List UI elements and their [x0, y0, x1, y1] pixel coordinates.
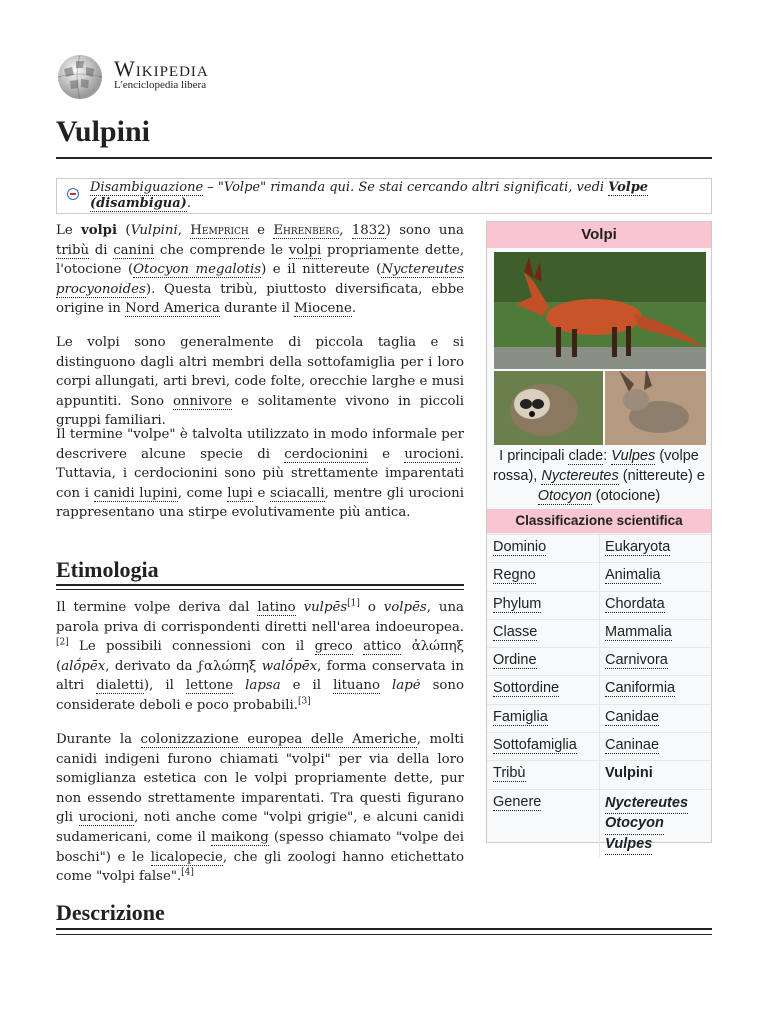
text-run: volpēs — [383, 600, 427, 615]
text-run: ἀλώπηξ ( — [56, 639, 464, 674]
disambiguation-hatnote: Disambiguazione – "Volpe" rimanda qui. Se stai cercando altri significati, vedi Volpe (disambigua). — [56, 178, 712, 214]
text-run: (nittereute) e — [618, 468, 705, 484]
taxon-link[interactable]: Caninae — [605, 737, 660, 754]
citation-ref[interactable]: [3] — [297, 696, 311, 707]
citation-ref[interactable]: [2] — [56, 637, 69, 648]
text-run: ) e il nittereute ( — [261, 262, 382, 278]
text-run: e solitamente vivono in piccoli gruppi familiari. — [56, 393, 465, 429]
disambiguation-icon — [67, 188, 79, 200]
taxonomy-row — [487, 675, 711, 703]
text-run: (spesso chiamato "volpe dei boschi") e le — [56, 829, 464, 865]
text-run: ). Questa tribù, piuttosto diversificata, ebbe origine in — [56, 281, 464, 317]
etimologia-paragraph-2 — [56, 730, 464, 887]
scientific-classification-header: Classificazione scientifica — [487, 509, 711, 533]
inline-link[interactable]: volpi — [288, 242, 322, 258]
text-run: volpi — [81, 223, 118, 238]
text-run: e — [252, 485, 271, 501]
rank-link[interactable]: Classe — [493, 623, 538, 640]
rank-link[interactable]: Genere — [493, 793, 542, 810]
taxonomy-row-genere — [487, 789, 711, 857]
text-run: walṓpēx — [261, 658, 318, 674]
text-run: propriamente dette, l'otocione ( — [56, 242, 465, 278]
text-run — [353, 639, 363, 654]
rank-link[interactable]: Phylum — [493, 595, 542, 612]
taxon-link[interactable]: Caniformia — [605, 680, 676, 697]
text-run: , che gli zoologi hanno etichettato come "volpi false". — [56, 849, 464, 885]
text-run: durante il — [219, 301, 295, 317]
text-run: , come — [177, 485, 228, 501]
intro-paragraph-2 — [56, 333, 464, 431]
tagline: L'enciclopedia libera — [114, 79, 207, 91]
text-run: ( — [117, 223, 131, 238]
taxonomy-row — [487, 732, 711, 760]
text-run: (volpe rossa), — [493, 448, 699, 484]
text-run: e — [367, 446, 405, 462]
intro-paragraph-3 — [56, 425, 464, 523]
rank-link[interactable]: Regno — [493, 567, 536, 584]
text-run: : — [603, 448, 612, 464]
inline-link[interactable]: Otocyon — [537, 488, 592, 504]
text-run — [380, 678, 392, 693]
taxonomy-row — [487, 760, 711, 788]
inline-link[interactable]: licalopecie — [150, 849, 223, 865]
inline-link[interactable]: canidi lupini — [93, 485, 178, 501]
text-run — [296, 600, 304, 615]
taxobox-title: Volpi — [487, 222, 711, 248]
taxonomy-row — [487, 591, 711, 619]
text-run: vulpēs — [303, 600, 348, 615]
rank-link[interactable]: Sottofamiglia — [493, 737, 577, 754]
inline-link[interactable]: latino — [257, 600, 296, 615]
text-run: lapė — [392, 678, 421, 694]
text-run: Le possibili connessioni con il — [68, 639, 315, 655]
taxonomy-row — [487, 534, 711, 562]
section-divider — [56, 584, 464, 586]
inline-link[interactable]: clade — [568, 448, 604, 464]
text-run: alṓpēx — [61, 658, 106, 674]
text-run: Le volpi sono generalmente di piccola taglia e si distinguono dagli altri membri della sottofamiglia per i loro corpi allungati, arti brevi, code folte, orecchie larghe e musi appuntiti. Sono — [56, 335, 464, 409]
inline-link[interactable]: maikong — [210, 829, 269, 845]
text-run: Durante la — [56, 732, 141, 747]
taxon-link[interactable]: Eukaryota — [605, 539, 671, 555]
text-run: sono considerate deboli e poco probabili. — [56, 678, 464, 713]
inline-link[interactable]: Miocene — [294, 301, 352, 317]
fox-collage-image[interactable] — [494, 252, 706, 445]
section-heading-etimologia: Etimologia — [56, 557, 159, 582]
text-run: e — [248, 223, 274, 238]
taxonomy-row — [487, 704, 711, 732]
inline-link[interactable]: tribù — [56, 242, 90, 258]
taxobox — [486, 221, 712, 852]
text-run: , — [339, 223, 352, 238]
inline-link[interactable]: lupi — [227, 485, 253, 501]
taxon-link[interactable]: Mammalia — [605, 623, 672, 640]
taxon-value: Vulpini — [605, 765, 653, 782]
volpe-disambigua-link[interactable]: Volpe (disambigua) — [90, 180, 649, 211]
text-run: Il termine volpe deriva dal — [56, 600, 258, 615]
inline-link[interactable]: Nyctereutes — [541, 468, 619, 484]
inline-link[interactable]: greco — [314, 639, 353, 655]
inline-link[interactable]: dialetti — [96, 678, 144, 694]
disambiguation-link[interactable]: Disambiguazione — [90, 180, 204, 195]
taxonomy-row — [487, 619, 711, 647]
text-run: , molti canidi indigeni furono chiamati "volpi" per via della loro somiglianza estetica con le volpi propriamente dette, pur non essendo strettamente imparentati. Tra questi figurano gli — [56, 732, 464, 826]
page-title: Vulpini — [56, 115, 150, 148]
text-run — [233, 678, 245, 693]
text-run: di — [89, 242, 114, 258]
inline-link[interactable]: sciacalli — [270, 485, 325, 501]
rank-link[interactable]: Sottordine — [493, 680, 560, 697]
text-run: o — [359, 600, 384, 615]
inline-link[interactable]: Hemprich — [190, 223, 249, 238]
text-run: . — [351, 301, 357, 317]
text-run: (otocione) — [591, 488, 661, 504]
inline-link[interactable]: Otocyon megalotis — [133, 262, 262, 278]
text-run: . Tuttavia, i cerdocionini sono più strettamente imparentati con i — [56, 446, 464, 501]
taxon-link[interactable]: Chordata — [605, 595, 665, 612]
inline-link[interactable]: lituano — [333, 678, 380, 694]
inline-link[interactable]: onnivore — [172, 393, 233, 409]
rank-link[interactable]: Dominio — [493, 539, 547, 555]
text-run: , derivato da ϝαλώπηξ — [105, 658, 262, 674]
image-caption — [491, 446, 707, 506]
text-run: e il — [280, 678, 334, 694]
inline-link[interactable]: colonizzazione europea delle Americhe — [140, 732, 417, 747]
taxon-link[interactable]: Carnivora — [605, 652, 668, 669]
taxonomy-row — [487, 562, 711, 590]
genus-link[interactable]: Otocyon — [605, 814, 664, 835]
genus-link[interactable]: Nyctereutes — [605, 794, 688, 815]
text-run: che comprende le — [154, 242, 289, 258]
rank-link[interactable]: Tribù — [493, 765, 526, 782]
text-run: I principali — [499, 448, 569, 464]
inline-link[interactable]: attico — [363, 639, 402, 655]
inline-link[interactable]: urocioni — [404, 446, 460, 462]
inline-link[interactable]: cerdocionini — [284, 446, 368, 462]
section-divider — [56, 934, 712, 935]
inline-link[interactable]: Nord America — [125, 301, 220, 317]
inline-link[interactable]: Vulpes — [611, 448, 656, 464]
section-heading-descrizione: Descrizione — [56, 900, 165, 925]
text-run: Le — [56, 223, 82, 238]
rank-link[interactable]: Famiglia — [493, 708, 548, 725]
text-run: , mentre gli urocioni rappresentano una stirpe evolutivamente più antica. — [56, 485, 464, 521]
taxonomy-table — [487, 534, 711, 857]
genus-link[interactable]: Vulpes — [605, 835, 652, 856]
rank-link[interactable]: Ordine — [493, 652, 537, 669]
intro-paragraph-1 — [56, 221, 464, 319]
section-divider — [56, 928, 712, 930]
inline-link[interactable]: Nyctereutes procyonoides — [56, 262, 464, 297]
citation-ref[interactable]: [1] — [347, 598, 360, 609]
text-run: , una parola priva di corrispondenti diretti nell'area indoeuropea. — [56, 600, 464, 635]
citation-ref[interactable]: [4] — [181, 867, 194, 878]
inline-link[interactable]: lettone — [185, 678, 234, 694]
section-divider — [56, 589, 464, 590]
text-run: , — [177, 223, 191, 238]
wordmark[interactable]: Wikipedia — [114, 56, 209, 81]
taxonomy-row — [487, 647, 711, 675]
wikipedia-globe-logo[interactable] — [56, 53, 104, 101]
inline-link[interactable]: canini — [113, 242, 155, 258]
inline-link[interactable]: 1832 — [351, 223, 386, 238]
text-run: Vulpini — [130, 223, 178, 238]
title-divider — [56, 157, 712, 159]
text-run: , forma conservata in altri — [56, 658, 464, 694]
text-run: lapsa — [245, 678, 281, 694]
text-run: , noti anche come "volpi grigie", e alcuni canidi sudamericani, come il — [56, 810, 464, 845]
inline-link[interactable]: urocioni — [78, 810, 135, 826]
taxon-link[interactable]: Canidae — [605, 708, 660, 725]
etimologia-paragraph-1 — [56, 598, 464, 716]
text-run: ) sono una — [385, 223, 464, 238]
text-run: Il termine "volpe" è talvolta utilizzato in modo informale per descrivere alcune specie di — [56, 427, 464, 462]
taxon-link[interactable]: Animalia — [605, 567, 661, 584]
inline-link[interactable]: Ehrenberg — [273, 223, 340, 238]
text-run: ), il — [143, 678, 186, 694]
